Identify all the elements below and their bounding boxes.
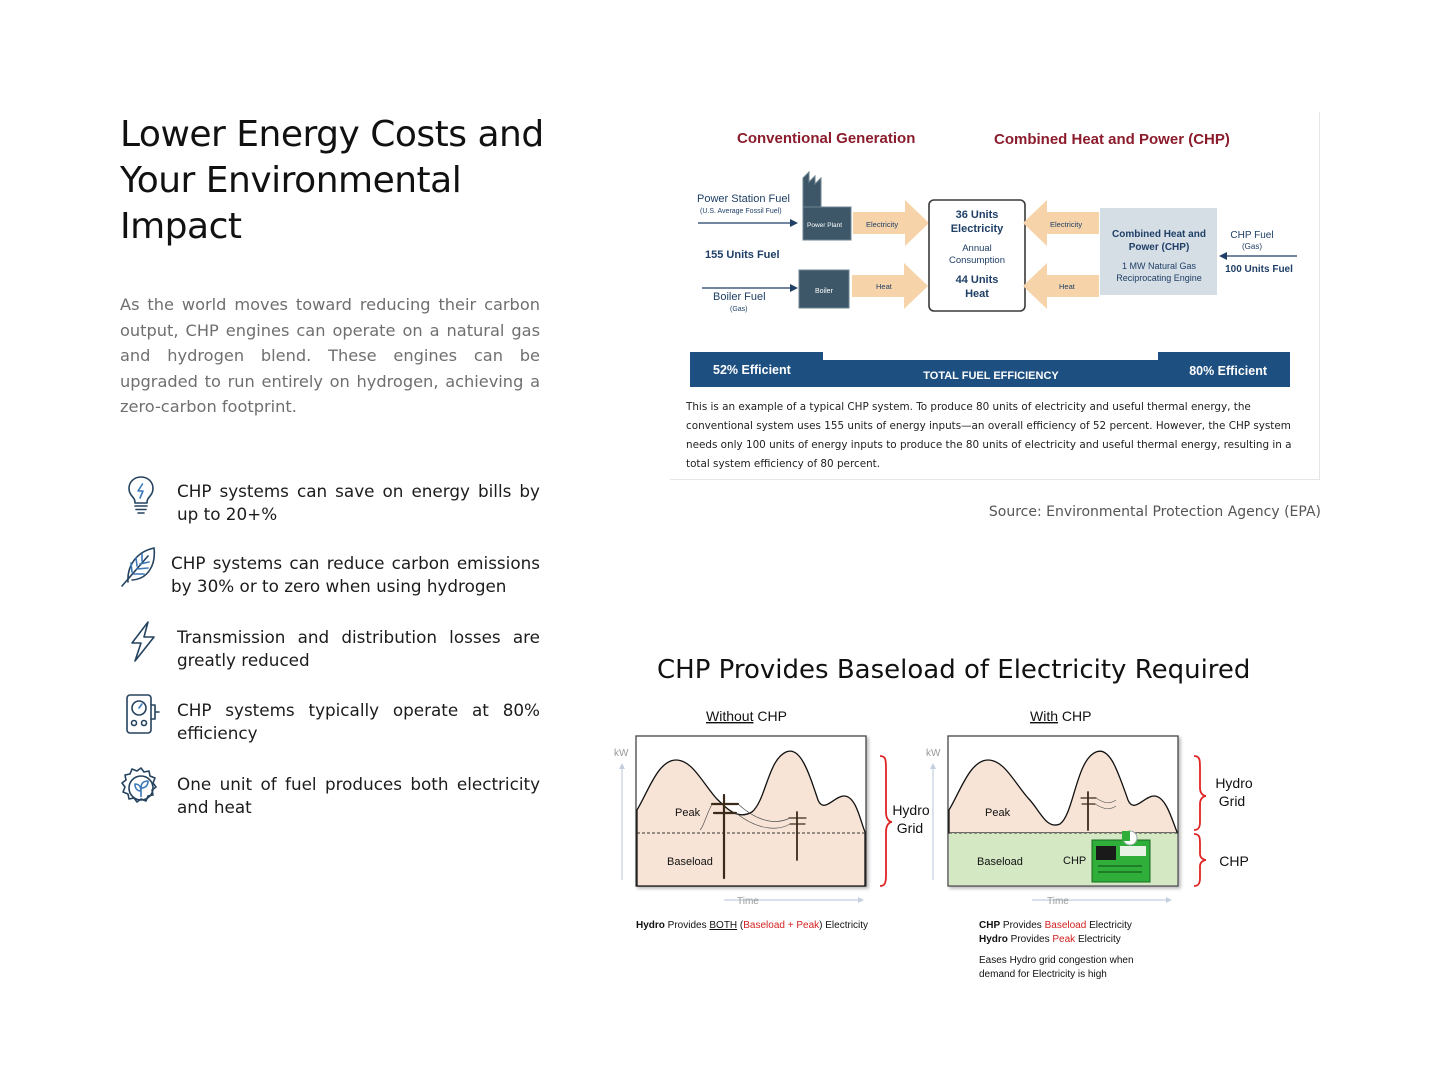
epa-caption: This is an example of a typical CHP system. To produce 80 units of electricity and useful thermal energy, the conventional system uses 155 units of energy inputs—an overall efficiency of 52 percent. However, the CHP system needs only 100 units of energy inputs to produce the 80 units of electricity and useful thermal energy, resulting in a total system efficiency of 80 percent. — [686, 401, 1292, 470]
left-peak-label: Peak — [675, 807, 701, 819]
chp-box-line2: Power (CHP) — [1128, 242, 1190, 253]
center-electricity-label: Electricity — [950, 223, 1004, 235]
kw-axis-label: kW — [614, 748, 629, 759]
caption-both: BOTH — [709, 920, 738, 931]
right-chp-bracket-label: CHP — [1219, 853, 1249, 869]
caption-peak: Peak — [1052, 934, 1076, 945]
left-grid-label: Grid — [896, 820, 924, 836]
conventional-title: Conventional Generation — [737, 130, 916, 147]
with-chp-heading — [1030, 708, 1091, 724]
electricity-label: Electricity — [1050, 220, 1083, 229]
right-hydro-bracket — [1194, 756, 1206, 830]
right-peak-label: Peak — [985, 807, 1011, 819]
chp-fuel-label: CHP Fuel — [1230, 230, 1274, 241]
time-axis-label: Time — [737, 896, 759, 907]
conventional-fuel-units: 155 Units Fuel — [705, 249, 780, 261]
chp-box-line1: Combined Heat and — [1112, 229, 1206, 240]
chp-flow-diagram — [670, 112, 1320, 402]
x-axis-arrowhead — [858, 897, 864, 903]
source-credit: Source: Environmental Protection Agency (EPA) — [988, 504, 1321, 520]
caption-baseload: Baseload — [1044, 920, 1087, 931]
caption-chp: CHP — [979, 920, 1001, 931]
right-chp-bracket — [1194, 834, 1206, 886]
center-electricity-units: 36 Units — [955, 209, 999, 221]
boiler-fuel-sub: (Gas) — [730, 306, 748, 313]
leaf-icon — [118, 544, 164, 590]
time-axis-label: Time — [1047, 896, 1069, 907]
caption-provides: Provides — [1007, 934, 1053, 945]
chp-box-line3: 1 MW Natural Gas — [1121, 261, 1197, 271]
chp-box-line4: Reciprocating Engine — [1116, 273, 1202, 283]
power-plant-label: Power Plant — [807, 222, 843, 229]
right-grid-label: Grid — [1218, 793, 1246, 809]
without-heading-prefix: Without — [706, 708, 754, 724]
power-station-fuel-label: Power Station Fuel — [697, 193, 790, 205]
intro-paragraph: As the world moves toward reducing their carbon output, CHP engines can operate on a natural gas and hydrogen blend. These engines can be upgraded to run entirely on hydrogen, achieving a zero-carbon footprint. — [120, 295, 540, 417]
caption-close: ) Electricity — [819, 920, 869, 931]
lightbulb-icon — [118, 472, 164, 518]
caption-line — [979, 933, 1134, 947]
caption-hydro: Hydro — [979, 934, 1008, 945]
y-axis-arrowhead — [619, 763, 625, 769]
benefit-item — [118, 618, 542, 678]
heat-label: Heat — [1059, 282, 1075, 291]
caption-hydro: Hydro — [636, 920, 665, 931]
gear-leaf-icon — [118, 765, 164, 811]
efficiency-center: TOTAL FUEL EFFICIENCY — [923, 370, 1059, 382]
chp-fuel-sub: (Gas) — [1242, 242, 1262, 251]
page-title: Lower Energy Costs and Your Environmental Impact — [120, 114, 544, 247]
left-hydro-label: Hydro — [892, 802, 930, 818]
caption-demand: demand for Electricity is high — [979, 969, 1107, 980]
consumption-label: Consumption — [949, 255, 1005, 266]
heat-label: Heat — [876, 282, 892, 291]
benefit-text: CHP systems typically operate at 80% efficiency — [177, 700, 540, 743]
baseload-diagram — [600, 700, 1280, 910]
efficiency-right: 80% Efficient — [1189, 364, 1267, 378]
benefit-text: Transmission and distribution losses are greatly reduced — [177, 627, 540, 670]
right-baseload-label: Baseload — [977, 856, 1023, 868]
with-heading-prefix: With — [1030, 708, 1058, 724]
right-chp-label: CHP — [1063, 855, 1087, 867]
center-heat-label: Heat — [965, 288, 989, 300]
benefit-item — [118, 472, 542, 532]
x-axis-arrowhead — [1166, 897, 1172, 903]
electricity-label: Electricity — [866, 220, 899, 229]
left-baseload-caption — [636, 919, 868, 933]
annual-label: Annual — [962, 243, 992, 254]
benefit-item — [118, 765, 542, 825]
fuel-arrowhead — [790, 284, 798, 292]
meter-icon — [118, 691, 164, 737]
benefit-item — [118, 691, 542, 751]
caption-provides: Provides — [1000, 920, 1045, 931]
lightning-icon — [118, 618, 164, 664]
chp-fuel-arrowhead — [1219, 252, 1227, 260]
left-baseload-label: Baseload — [667, 856, 713, 868]
benefit-text: CHP systems can reduce carbon emissions by 30% or to zero when using hydrogen — [171, 553, 540, 596]
caption-electricity: Electricity — [1075, 934, 1121, 945]
caption-open: ( — [737, 920, 744, 931]
caption-provides: Provides — [664, 920, 710, 931]
caption-electricity: Electricity — [1086, 920, 1132, 931]
right-baseload-caption — [979, 919, 1134, 982]
benefit-text: One unit of fuel produces both electricity and heat — [177, 774, 540, 817]
y-axis-arrowhead — [930, 763, 936, 769]
efficiency-left: 52% Efficient — [713, 363, 791, 377]
left-hydro-bracket — [880, 756, 892, 886]
benefit-item — [118, 544, 542, 604]
fuel-arrowhead — [790, 219, 798, 227]
kw-axis-label: kW — [926, 748, 941, 759]
boiler-fuel-label: Boiler Fuel — [713, 291, 766, 303]
without-chp-heading — [706, 708, 787, 724]
right-hydro-label: Hydro — [1215, 775, 1253, 791]
benefit-text: CHP systems can save on energy bills by up to 20+% — [177, 481, 540, 524]
caption-line — [979, 919, 1134, 933]
power-station-fuel-sub: (U.S. Average Fossil Fuel) — [700, 208, 782, 215]
chp-title: Combined Heat and Power (CHP) — [994, 131, 1230, 148]
without-heading-suffix: CHP — [753, 708, 787, 724]
chp-comparison-figure — [670, 112, 1320, 480]
baseload-title: CHP Provides Baseload of Electricity Required — [657, 655, 1251, 685]
center-heat-units: 44 Units — [955, 274, 999, 286]
with-heading-suffix: CHP — [1058, 708, 1092, 724]
boiler-label: Boiler — [815, 288, 833, 295]
chp-fuel-units: 100 Units Fuel — [1225, 264, 1293, 275]
caption-eases: Eases Hydro grid congestion when — [979, 955, 1134, 966]
caption-baseload-peak: Baseload + Peak — [743, 920, 820, 931]
